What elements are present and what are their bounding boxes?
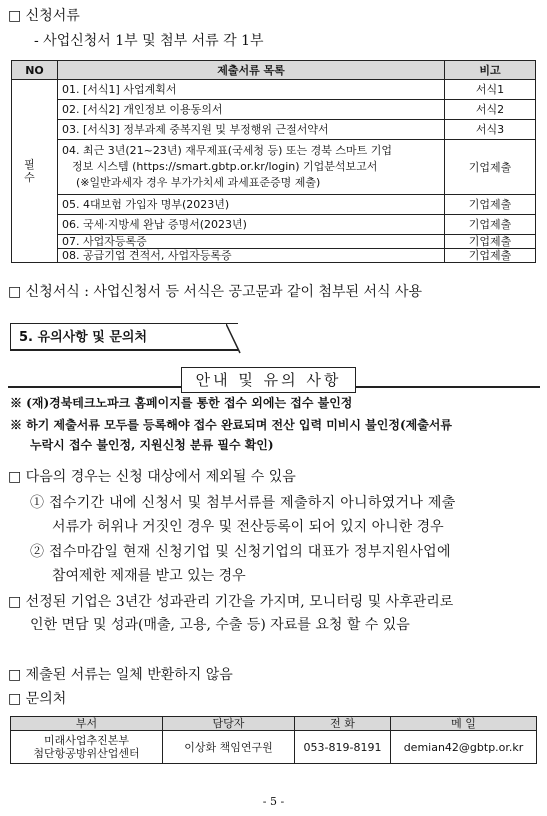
selected-company-line: □ 선정된 기업은 3년간 성과관리 기간을 가지며, 모니터링 및 사후관리로: [8, 594, 454, 610]
contact-phone: 053-819-8191: [295, 731, 391, 764]
doc-item: 01. [서식1] 사업계획서: [58, 80, 445, 100]
contact-heading: □ 문의처: [8, 691, 67, 707]
table-row: [12, 120, 536, 140]
apply-form-line: □ 신청서식 : 사업신청서 등 서식은 공고문과 같이 첨부된 서식 사용: [8, 284, 423, 300]
required-label: 필 수: [12, 80, 58, 263]
doc-item: 02. [서식2] 개인정보 이용동의서: [58, 100, 445, 120]
col-list-header: 제출서류 목록: [58, 61, 445, 80]
doc-note: 서식3: [445, 120, 536, 140]
doc-item-line: 정보 시스템 (https://smart.gbtp.or.kr/login) 기업분석보고서: [72, 160, 378, 173]
contact-mail: demian42@gbtp.or.kr: [391, 731, 537, 764]
contact-dept-line: 미래사업추진본부: [43, 734, 129, 747]
exclude-item: ② 접수마감일 현재 신청기업 및 신청기업의 대표가 정부지원사업에: [30, 544, 451, 560]
doc-item-line: 04. 최근 3년(21~23년) 재무제표(국세청 등) 또는 경북 스마트 기업: [62, 144, 392, 157]
doc-note: 서식2: [445, 100, 536, 120]
notice-item: ※ (재)경북테크노파크 홈페이지를 통한 접수 외에는 접수 불인정: [10, 396, 353, 410]
notice-title: 안내 및 유의 사항: [181, 367, 356, 393]
contact-person: 이상화 책임연구원: [163, 731, 295, 764]
table-row: [12, 249, 536, 263]
doc-item: 07. 사업자등록증: [58, 235, 445, 249]
section-corner-icon: [226, 323, 242, 354]
contact-dept-line: 첨단항공방위산업센터: [33, 747, 140, 760]
doc-item: [58, 140, 445, 195]
col-no-header: NO: [12, 61, 58, 80]
col-phone-header: 전 화: [295, 717, 391, 731]
selected-company-line: 인한 면담 및 성과(매출, 고용, 수출 등) 자료를 요청 할 수 있음: [30, 617, 410, 633]
contact-dept: [11, 731, 163, 764]
table-row: [11, 731, 537, 764]
doc-note: 기업제출: [445, 215, 536, 235]
documents-table-header: [12, 61, 536, 80]
doc-note: 서식1: [445, 80, 536, 100]
table-row: [12, 235, 536, 249]
doc-note: 기업제출: [445, 235, 536, 249]
section5-title: 5. 유의사항 및 문의처: [10, 323, 238, 351]
exclude-heading: □ 다음의 경우는 신청 대상에서 제외될 수 있음: [8, 469, 296, 485]
documents-table: [11, 60, 536, 263]
col-person-header: 담당자: [163, 717, 295, 731]
doc-note: 기업제출: [445, 195, 536, 215]
col-note-header: 비고: [445, 61, 536, 80]
no-return-line: □ 제출된 서류는 일체 반환하지 않음: [8, 667, 233, 683]
exclude-item: 참여제한 제재를 받고 있는 경우: [52, 568, 246, 584]
doc-item: 05. 4대보험 가입자 명부(2023년): [58, 195, 445, 215]
apply-docs-subline: - 사업신청서 1부 및 첨부 서류 각 1부: [34, 33, 264, 49]
doc-item-line: (※일반과세자 경우 부가가치세 과세표준증명 제출): [76, 176, 321, 189]
notice-item: ※ 하기 제출서류 모두를 등록해야 접수 완료되며 전산 입력 미비시 불인정(제출서류: [10, 418, 452, 432]
table-row: [12, 140, 536, 195]
doc-item: 03. [서식3] 정부과제 중복지원 및 부정행위 근절서약서: [58, 120, 445, 140]
apply-docs-heading: □ 신청서류: [8, 8, 80, 24]
page-number: - 5 -: [262, 795, 285, 808]
doc-note: 기업제출: [445, 140, 536, 195]
table-row: [12, 195, 536, 215]
exclude-item: ① 접수기간 내에 신청서 및 첨부서류를 제출하지 아니하였거나 제출: [30, 495, 456, 511]
table-row: [12, 215, 536, 235]
notice-item: 누락시 접수 불인정, 지원신청 분류 필수 확인): [30, 438, 274, 452]
table-row: [12, 100, 536, 120]
exclude-item: 서류가 허위나 거짓인 경우 및 전산등록이 되어 있지 아니한 경우: [52, 519, 444, 535]
table-row: [12, 80, 536, 100]
doc-item: 06. 국세·지방세 완납 증명서(2023년): [58, 215, 445, 235]
doc-item: 08. 공급기업 견적서, 사업자등록증: [58, 249, 445, 263]
col-mail-header: 메 일: [391, 717, 537, 731]
contact-table: [10, 716, 537, 764]
doc-note: 기업제출: [445, 249, 536, 263]
col-dept-header: 부서: [11, 717, 163, 731]
contact-table-header: [11, 717, 537, 731]
